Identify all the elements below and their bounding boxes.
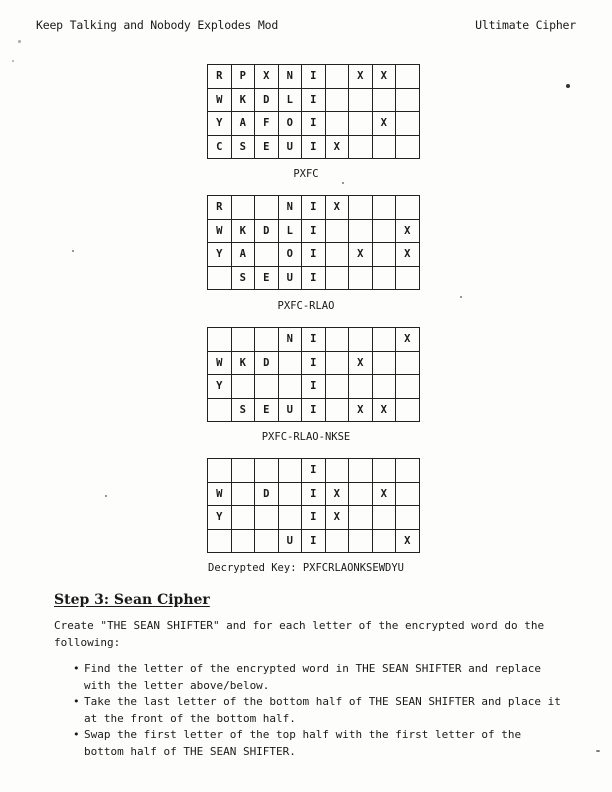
- grid-cell: [325, 328, 349, 352]
- paper-speck: [18, 40, 21, 43]
- grid-cell: X: [349, 351, 373, 375]
- grid-cell: [349, 375, 373, 399]
- grid-cell: Y: [208, 243, 232, 267]
- grid-cell: D: [255, 219, 279, 243]
- cipher-grid-4: [207, 458, 420, 553]
- grid-row: [208, 398, 420, 422]
- grid-cell: [372, 88, 396, 112]
- grid-cell: N: [278, 328, 302, 352]
- grid-cell: [396, 351, 420, 375]
- grid-row: [208, 243, 420, 267]
- section-heading: Step 3: Sean Cipher: [54, 592, 210, 608]
- grid-cell: X: [349, 398, 373, 422]
- grid-cell: [231, 375, 255, 399]
- grid-cell: [231, 196, 255, 220]
- grid-cell: L: [278, 88, 302, 112]
- paper-speck: [72, 250, 74, 252]
- grid-cell: X: [325, 135, 349, 159]
- grid-cell: [349, 219, 373, 243]
- grid-cell: I: [302, 65, 326, 89]
- grid-cell: [325, 351, 349, 375]
- grid-row: [208, 219, 420, 243]
- grid-cell: [255, 529, 279, 553]
- grid-cell: W: [208, 219, 232, 243]
- grid-cell: [231, 482, 255, 506]
- grid-cell: [396, 135, 420, 159]
- cipher-grid-3: [207, 327, 420, 422]
- grid-cell: I: [302, 135, 326, 159]
- grid-cell: [208, 328, 232, 352]
- grid-cell: [255, 375, 279, 399]
- grid-cell: C: [208, 135, 232, 159]
- grid-cell: [396, 266, 420, 290]
- grid-cell: [396, 375, 420, 399]
- grid-cell: K: [231, 351, 255, 375]
- paper-speck: [12, 60, 14, 62]
- grid-cell: A: [231, 112, 255, 136]
- cipher-grid-1: [207, 64, 420, 159]
- grid-cell: Y: [208, 506, 232, 530]
- grid-cell: [325, 112, 349, 136]
- grid-cell: [208, 266, 232, 290]
- grid-cell: [255, 243, 279, 267]
- grid-cell: I: [302, 88, 326, 112]
- grid-cell: [349, 482, 373, 506]
- grid-cell: [349, 196, 373, 220]
- grid-cell: X: [325, 506, 349, 530]
- grid-caption-3: PXFC-RLAO-NKSE: [261, 431, 351, 443]
- grid-cell: [231, 506, 255, 530]
- grid-cell: U: [278, 266, 302, 290]
- grid-cell: I: [302, 196, 326, 220]
- grid-row: [208, 65, 420, 89]
- grid-cell: I: [302, 219, 326, 243]
- grid-cell: [349, 529, 373, 553]
- grid-cell: X: [325, 482, 349, 506]
- section-intro: Create "THE SEAN SHIFTER" and for each letter of the encrypted word do the following:: [54, 619, 545, 649]
- grid-cell: I: [302, 459, 326, 483]
- header-title: Keep Talking and Nobody Explodes Mod: [36, 18, 279, 32]
- grid-cell: K: [231, 88, 255, 112]
- grid-cell: X: [349, 65, 373, 89]
- grid-row: [208, 135, 420, 159]
- grid-cell: [325, 243, 349, 267]
- grid-cell: W: [208, 351, 232, 375]
- grid-cell: [396, 482, 420, 506]
- grid-cell: [372, 351, 396, 375]
- grid-cell: [372, 266, 396, 290]
- grid-cell: I: [302, 529, 326, 553]
- grid-cell: [396, 398, 420, 422]
- grid-cell: [396, 88, 420, 112]
- grid-row: [208, 506, 420, 530]
- grid-cell: [325, 219, 349, 243]
- paper-speck: [342, 182, 344, 184]
- grid-cell: [231, 529, 255, 553]
- grid-cell: X: [372, 482, 396, 506]
- grid-cell: I: [302, 398, 326, 422]
- grid-cell: [372, 219, 396, 243]
- paper-speck: [566, 84, 570, 88]
- grid-cell: [396, 459, 420, 483]
- grid-cell: [372, 506, 396, 530]
- grid-cell: [349, 506, 373, 530]
- grid-cell: [349, 135, 373, 159]
- grid-cell: [278, 375, 302, 399]
- grid-cell: R: [208, 196, 232, 220]
- grid-cell: D: [255, 351, 279, 375]
- grid-row: [208, 112, 420, 136]
- grid-cell: [349, 459, 373, 483]
- grid-cell: D: [255, 482, 279, 506]
- grid-cell: W: [208, 482, 232, 506]
- grid-cell: [278, 482, 302, 506]
- grid-cell: A: [231, 243, 255, 267]
- grid-cell: [278, 459, 302, 483]
- grid-cell: X: [396, 328, 420, 352]
- grid-cell: [349, 88, 373, 112]
- grid-cell: [255, 196, 279, 220]
- grid-cell: I: [302, 328, 326, 352]
- grid-row: [208, 88, 420, 112]
- decrypted-key: Decrypted Key: PXFCRLAONKSEWDYU: [208, 562, 404, 574]
- grid-cell: K: [231, 219, 255, 243]
- grid-cell: E: [255, 135, 279, 159]
- grid-cell: [396, 65, 420, 89]
- grid-cell: W: [208, 88, 232, 112]
- grid-cell: Y: [208, 112, 232, 136]
- grid-cell: [325, 529, 349, 553]
- grid-cell: [372, 328, 396, 352]
- cipher-grid-2: [207, 195, 420, 290]
- grid-cell: S: [231, 398, 255, 422]
- grid-cell: [208, 398, 232, 422]
- grid-cell: [372, 459, 396, 483]
- grid-cell: [255, 328, 279, 352]
- grid-row: [208, 266, 420, 290]
- grid-cell: [372, 196, 396, 220]
- grid-cell: [208, 459, 232, 483]
- grid-row: [208, 196, 420, 220]
- grid-cell: I: [302, 266, 326, 290]
- grid-cell: [349, 112, 373, 136]
- grid-cell: I: [302, 351, 326, 375]
- grid-row: [208, 375, 420, 399]
- paper-speck: [596, 750, 600, 752]
- grid-cell: Y: [208, 375, 232, 399]
- step-item: • Find the letter of the encrypted word in THE SEAN SHIFTER and replace with the letter above/below.: [84, 661, 564, 694]
- paper-speck: [460, 296, 462, 298]
- grid-cell: F: [255, 112, 279, 136]
- grid-cell: S: [231, 266, 255, 290]
- grid-cell: N: [278, 65, 302, 89]
- grid-cell: E: [255, 266, 279, 290]
- grid-cell: [278, 351, 302, 375]
- grid-cell: [325, 88, 349, 112]
- grid-cell: L: [278, 219, 302, 243]
- grid-cell: U: [278, 529, 302, 553]
- grid-cell: [231, 459, 255, 483]
- grid-caption-2: PXFC-RLAO: [277, 300, 335, 312]
- grid-cell: [325, 398, 349, 422]
- grid-cell: [372, 529, 396, 553]
- grid-cell: [278, 506, 302, 530]
- grid-cell: [231, 328, 255, 352]
- grid-cell: X: [396, 529, 420, 553]
- grid-cell: S: [231, 135, 255, 159]
- grid-cell: X: [325, 196, 349, 220]
- grid-row: [208, 351, 420, 375]
- grid-cell: U: [278, 398, 302, 422]
- grid-row: [208, 328, 420, 352]
- grid-row: [208, 459, 420, 483]
- step-item: • Swap the first letter of the top half with the first letter of the bottom half of THE SEAN SHIFTER.: [84, 727, 564, 760]
- grid-cell: [325, 459, 349, 483]
- grid-cell: E: [255, 398, 279, 422]
- grid-cell: [396, 196, 420, 220]
- grid-cell: O: [278, 243, 302, 267]
- grid-cell: [396, 112, 420, 136]
- grid-cell: I: [302, 375, 326, 399]
- grid-row: [208, 482, 420, 506]
- grid-cell: [325, 266, 349, 290]
- grid-cell: [325, 375, 349, 399]
- steps-list: [84, 661, 564, 760]
- grid-cell: I: [302, 506, 326, 530]
- grid-cell: D: [255, 88, 279, 112]
- grid-cell: X: [372, 112, 396, 136]
- grid-cell: [372, 135, 396, 159]
- grid-cell: [372, 243, 396, 267]
- grid-row: [208, 529, 420, 553]
- grid-cell: U: [278, 135, 302, 159]
- header-section-title: Ultimate Cipher: [475, 18, 576, 32]
- grid-cell: [349, 266, 373, 290]
- grid-cell: I: [302, 112, 326, 136]
- grid-cell: X: [396, 219, 420, 243]
- grid-cell: X: [372, 65, 396, 89]
- grid-cell: I: [302, 243, 326, 267]
- grid-cell: X: [255, 65, 279, 89]
- grid-cell: X: [396, 243, 420, 267]
- grid-cell: X: [349, 243, 373, 267]
- grid-cell: R: [208, 65, 232, 89]
- grid-caption-1: PXFC: [293, 168, 319, 180]
- grid-cell: X: [372, 398, 396, 422]
- step-item: • Take the last letter of the bottom half of THE SEAN SHIFTER and place it at the front of the bottom half.: [84, 694, 564, 727]
- grid-cell: N: [278, 196, 302, 220]
- grid-cell: [208, 529, 232, 553]
- grid-cell: I: [302, 482, 326, 506]
- grid-cell: O: [278, 112, 302, 136]
- grid-cell: [372, 375, 396, 399]
- grid-cell: [255, 506, 279, 530]
- grid-cell: [396, 506, 420, 530]
- grid-cell: [325, 65, 349, 89]
- grid-cell: [255, 459, 279, 483]
- grid-cell: P: [231, 65, 255, 89]
- grid-cell: [349, 328, 373, 352]
- paper-speck: [105, 495, 107, 497]
